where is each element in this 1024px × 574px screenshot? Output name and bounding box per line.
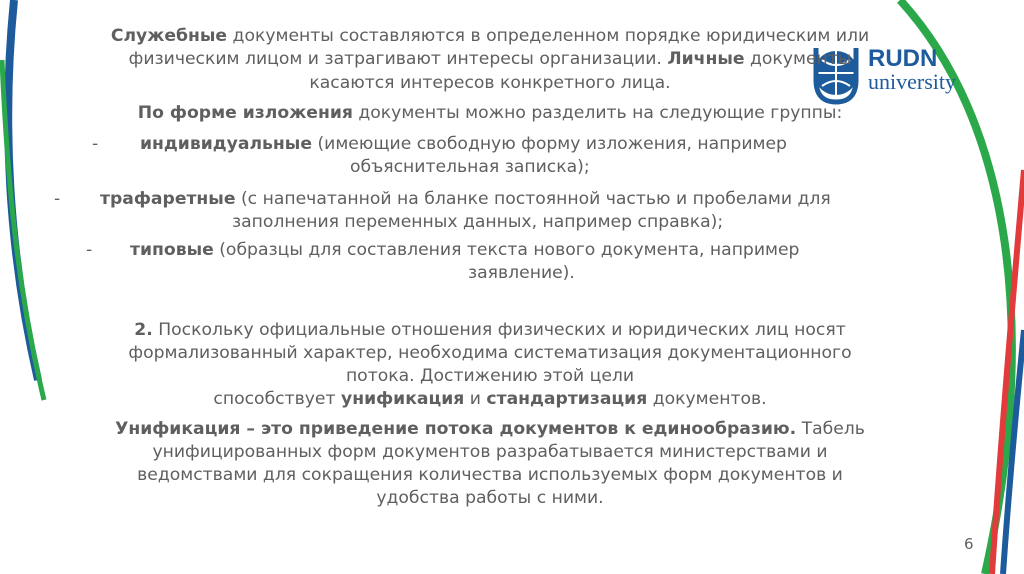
- item3-line2: заявление).: [468, 263, 575, 283]
- p3-line4: способствует унификация и стандартизация документов.: [213, 389, 767, 409]
- p3-line2: формализованный характер, необходима систематизация документационного: [128, 343, 852, 363]
- p3-line1: 2. Поскольку официальные отношения физических и юридических лиц носят: [134, 320, 846, 340]
- p1-line3: касаются интересов конкретного лица.: [309, 73, 671, 93]
- logo-text-rudn: RUDN: [868, 45, 938, 72]
- p3-line3: потока. Достижению этой цели: [345, 366, 635, 386]
- p4-line1: Унификация – это приведение потока документов к единообразию. Табель: [115, 419, 865, 439]
- p1-line1: Служебные документы составляются в определенном порядке юридическим или: [110, 26, 870, 46]
- item2-dash: -: [54, 189, 61, 209]
- p2-line: По форме изложения документы можно разделить на следующие группы:: [137, 103, 843, 123]
- item2-line1: трафаретные (с напечатанной на бланке постоянной частью и пробелами для: [100, 189, 831, 209]
- p1-line2: физическим лицом и затрагивают интересы организации. Личные документы: [128, 49, 852, 69]
- item1-dash: -: [92, 134, 99, 154]
- item2-line2: заполнения переменных данных, например справка);: [232, 212, 724, 232]
- page-number: 6: [964, 535, 974, 553]
- item1-line1: индивидуальные (имеющие свободную форму изложения, например: [140, 134, 787, 154]
- item3-dash: -: [86, 240, 93, 260]
- p4-line4: удобства работы с ними.: [376, 488, 604, 508]
- logo-text-university: university: [868, 69, 956, 94]
- item1-line2: объяснительная записка);: [350, 157, 590, 177]
- p4-line3: ведомствами для сокращения количества используемых форм документов и: [137, 465, 843, 485]
- p4-line2: унифицированных форм документов разрабатывается министерствами и: [152, 442, 828, 462]
- item3-line1: типовые (образцы для составления текста нового документа, например: [130, 240, 800, 260]
